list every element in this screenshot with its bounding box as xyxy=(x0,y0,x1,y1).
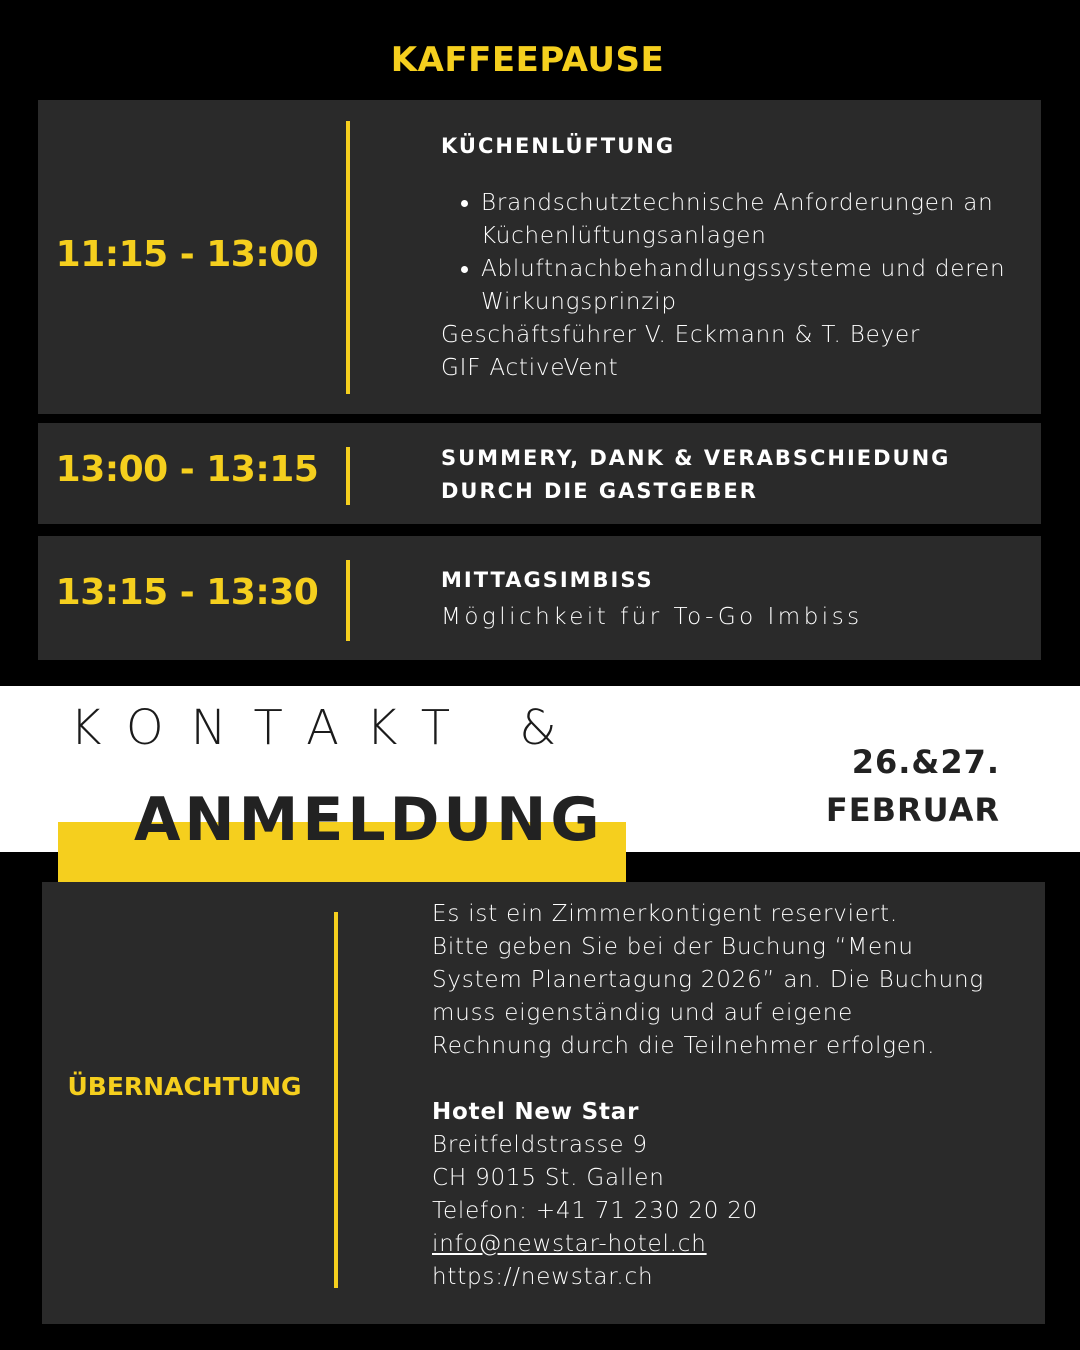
session-heading-line-1: SUMMERY, DANK & VERABSCHIEDUNG xyxy=(441,446,951,470)
accommodation-details xyxy=(432,898,1032,1294)
hotel-city: CH 9015 St. Gallen xyxy=(432,1165,665,1191)
info-line: System Planertagung 2026” an. Die Buchung xyxy=(432,967,985,993)
info-line: muss eigenständig und auf eigene xyxy=(432,1000,854,1026)
time-slot: 13:00 - 13:15 xyxy=(55,449,319,490)
event-date xyxy=(826,738,1000,834)
hotel-name: Hotel New Star xyxy=(432,1099,640,1125)
hotel-email-link[interactable]: info@newstar-hotel.ch xyxy=(432,1231,707,1257)
session-heading: KÜCHENLÜFTUNG xyxy=(441,134,676,158)
session-heading-line-2: DURCH DIE GASTGEBER xyxy=(441,479,758,503)
session-subtitle: Möglichkeit für To-Go Imbiss xyxy=(441,604,863,630)
hotel-street: Breitfeldstrasse 9 xyxy=(432,1132,648,1158)
contact-title: KONTAKT & xyxy=(70,700,584,756)
time-slot: 11:15 - 13:00 xyxy=(55,234,319,275)
section-title-kaffeepause: KAFFEEPAUSE xyxy=(390,40,665,80)
divider-line xyxy=(346,560,350,641)
schedule-block-kuechenlueftung xyxy=(38,100,1041,414)
event-date-days: 26.&27. xyxy=(851,743,1000,781)
topic-item: • Brandschutztechnische Anforderungen an Küchenlüftungsanlagen xyxy=(481,187,1031,253)
session-content xyxy=(441,564,1031,634)
hotel-phone: Telefon: +41 71 230 20 20 xyxy=(432,1198,759,1224)
event-date-month: FEBRUAR xyxy=(825,791,1000,829)
accommodation-block xyxy=(42,882,1045,1324)
topic-list xyxy=(441,187,1031,319)
schedule-block-verabschiedung xyxy=(38,423,1041,524)
info-line: Bitte geben Sie bei der Buchung “Menu xyxy=(432,934,914,960)
registration-title: ANMELDUNG xyxy=(134,785,604,855)
divider-line xyxy=(346,447,350,505)
info-line: Rechnung durch die Teilnehmer erfolgen. xyxy=(432,1033,936,1059)
session-content xyxy=(441,442,1031,508)
speaker-company: GIF ActiveVent xyxy=(441,355,619,381)
accommodation-label: ÜBERNACHTUNG xyxy=(67,1072,302,1101)
divider-line xyxy=(346,121,350,394)
session-content xyxy=(441,130,1031,385)
schedule-block-mittagsimbiss xyxy=(38,536,1041,660)
topic-item: • Abluftnachbehandlungssysteme und deren Wirkungsprinzip xyxy=(481,253,1031,319)
spacer xyxy=(432,1063,1032,1096)
time-slot: 13:15 - 13:30 xyxy=(55,572,319,613)
session-heading: MITTAGSIMBISS xyxy=(441,568,654,592)
info-line: Es ist ein Zimmerkontigent reserviert. xyxy=(432,901,898,927)
divider-line xyxy=(334,912,338,1288)
hotel-website-link[interactable]: https://newstar.ch xyxy=(432,1264,654,1290)
speaker-name: Geschäftsführer V. Eckmann & T. Beyer xyxy=(441,322,921,348)
